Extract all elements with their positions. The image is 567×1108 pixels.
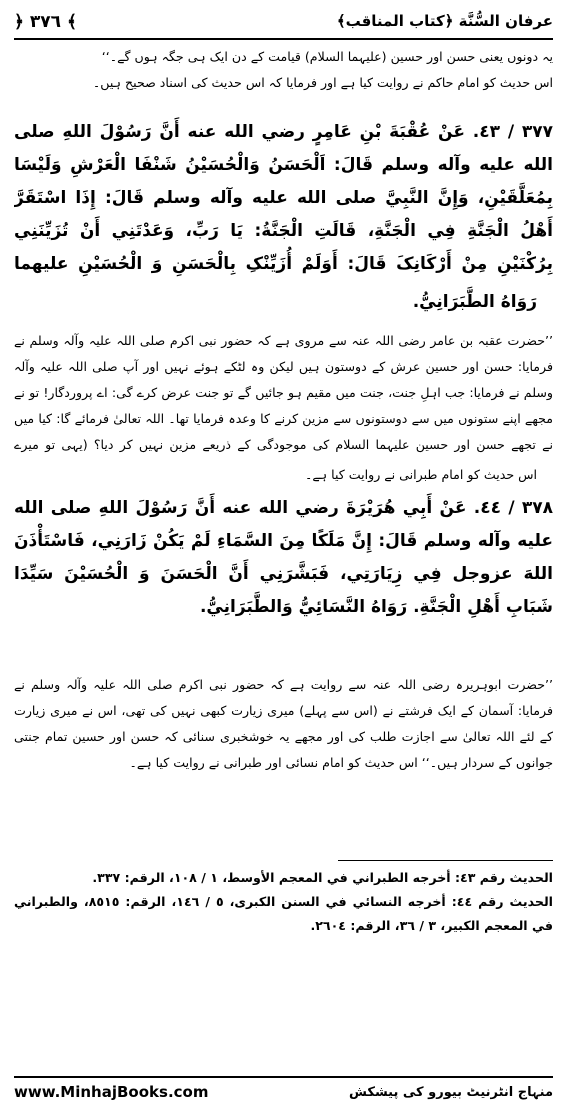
hadith-377-reference: اس حدیث کو امام طبرانی نے روایت کیا ہے۔ xyxy=(304,467,537,482)
footnote-44: الحديث رقم ٤٤: أخرجه النسائي في السنن الکبری، ٥ / ١٤٦، الرقم: ٨٥١٥، والطبراني في المعجم الکبير، ٣ / ٣٦، الرقم: ٢٦٠٤. xyxy=(14,894,553,933)
footnote-43: الحديث رقم ٤٣: أخرجه الطبراني في المعجم الأوسط، ١ / ١٠٨، الرقم: ٣٣٧. xyxy=(92,870,553,885)
page-footer xyxy=(14,1080,553,1104)
book-title: عرفان السُّنَّة ﴿كتاب المناقب﴾ xyxy=(336,12,553,30)
continuation-reference: اس حدیث کو امام حاکم نے روایت کیا ہے اور فرمایا کہ اس حدیث کی اسناد صحیح ہیں۔ xyxy=(92,75,553,90)
footer-rule xyxy=(14,1076,553,1078)
hadith-377-source: رَوَاهُ الطَّبَرَانِيُّ. xyxy=(412,292,537,312)
header-rule xyxy=(14,38,553,40)
continuation-block xyxy=(14,44,553,98)
hadith-377-translation: ’’حضرت عقبہ بن عامر رضی اللہ عنہ سے مروی ہے کہ حضور نبی اکرم صلی اللہ علیہ وآلہ وسلم نے فرمایا: حسن اور حسین عرش کے دوستون ہیں لیکن وہ لٹکے ہوئے نہیں اور آپ صلی اللہ علیہ وآلہ وسلم نے فرمایا: جب اہلِ جنت، جنت میں مقیم ہو جائیں گے تو جنت عرض کرے گی: اے پروردگار! تو نے مجھے اپنے ستونوں میں سے دوستونوں سے مزین کرنے کا وعدہ فرمایا تھا۔ اللہ تعالیٰ فرمائے گا: کیا میں نے تجھے حسن اور حسین علیہما السلام کی موجودگی کے ذریعے مزین نہیں کر دیا؟ (یہی تو میرے xyxy=(14,333,553,452)
footnotes xyxy=(14,866,553,952)
hadith-378-translation: ’’حضرت ابوہریرہ رضی اللہ عنہ سے روایت ہے کہ حضور نبی اکرم صلی اللہ علیہ وآلہ وسلم نے فرمایا: آسمان کے ایک فرشتے نے (اس سے پہلے) میری زیارت کبھی نہیں کی تھی، اس نے میری زیارت کے لئے اللہ تعالیٰ سے اجازت طلب کی اور مجھے یہ خوشخبری سنائی کہ حسن اور حسین تمام جنتی جوانوں کے سردار ہیں۔‘‘ اس حدیث کو امام نسائی اور طبرانی نے روایت کیا ہے۔ xyxy=(14,677,553,770)
footnote-rule xyxy=(338,860,553,861)
page-number: ﴿ ٣٧٦ ﴾ xyxy=(14,11,77,32)
publisher-credit: منہاج انٹرنیٹ بیورو کی پیشکش xyxy=(349,1084,553,1100)
hadith-377-arabic: ٣٧٧ / ٤٣. عَنْ عُقْبَةَ بْنِ عَامِرٍ رضي الله عنه أَنَّ رَسُوْلَ اللهِ صلى الله عليه وآله وسلم قَالَ: اَلْحَسَنُ وَالْحُسَيْنُ شَنْفَا الْعَرْشِ وَلَيْسَا بِمُعَلَّقَيْنِ، وَإِنَّ النَّبِيَّ صلى الله عليه وآله وسلم قَالَ: إِذَا اسْتَقَرَّ أَهْلُ الْجَنَّةِ فِي الْجَنَّةِ، قَالَتِ الْجَنَّةُ: يَا رَبِّ، وَعَدْتَنِي أَنْ تُزَيِّنَنِي بِرُكْنَيْنِ مِنْ أَرْكَانِکَ قَالَ: أَوَلَمْ أُزَيِّنْکِ بِالْحَسَنِ وَ الْحُسَيْنِ عليهما xyxy=(14,122,553,274)
hadith-378-arabic: ٣٧٨ / ٤٤. عَنْ أَبِي هُرَيْرَةَ رضي الله عنه أَنَّ رَسُوْلَ اللهِ صلى الله عليه وآله وسلم قَالَ: إِنَّ مَلَکًا مِنَ السَّمَاءِ لَمْ يَکُنْ زَارَنِي، فَاسْتَأْذَنَ اللهَ عزوجل فِي زِيَارَتِي، فَبَشَّرَنِي أَنَّ الْحَسَنَ وَ الْحُسَيْنَ سَيِّدَا شَبَابِ أَهْلِ الْجَنَّةِ. رَوَاهُ النَّسَائِيُّ وَالطَّبَرَانِيُّ. xyxy=(14,498,553,617)
page-header xyxy=(14,6,553,36)
website-link[interactable]: www.MinhajBooks.com xyxy=(14,1083,209,1101)
continuation-urdu-line: یہ دونوں یعنی حسن اور حسین (علیہما السلام) قیامت کے دن ایک ہی جگہ ہوں گے۔‘‘ xyxy=(101,49,553,64)
